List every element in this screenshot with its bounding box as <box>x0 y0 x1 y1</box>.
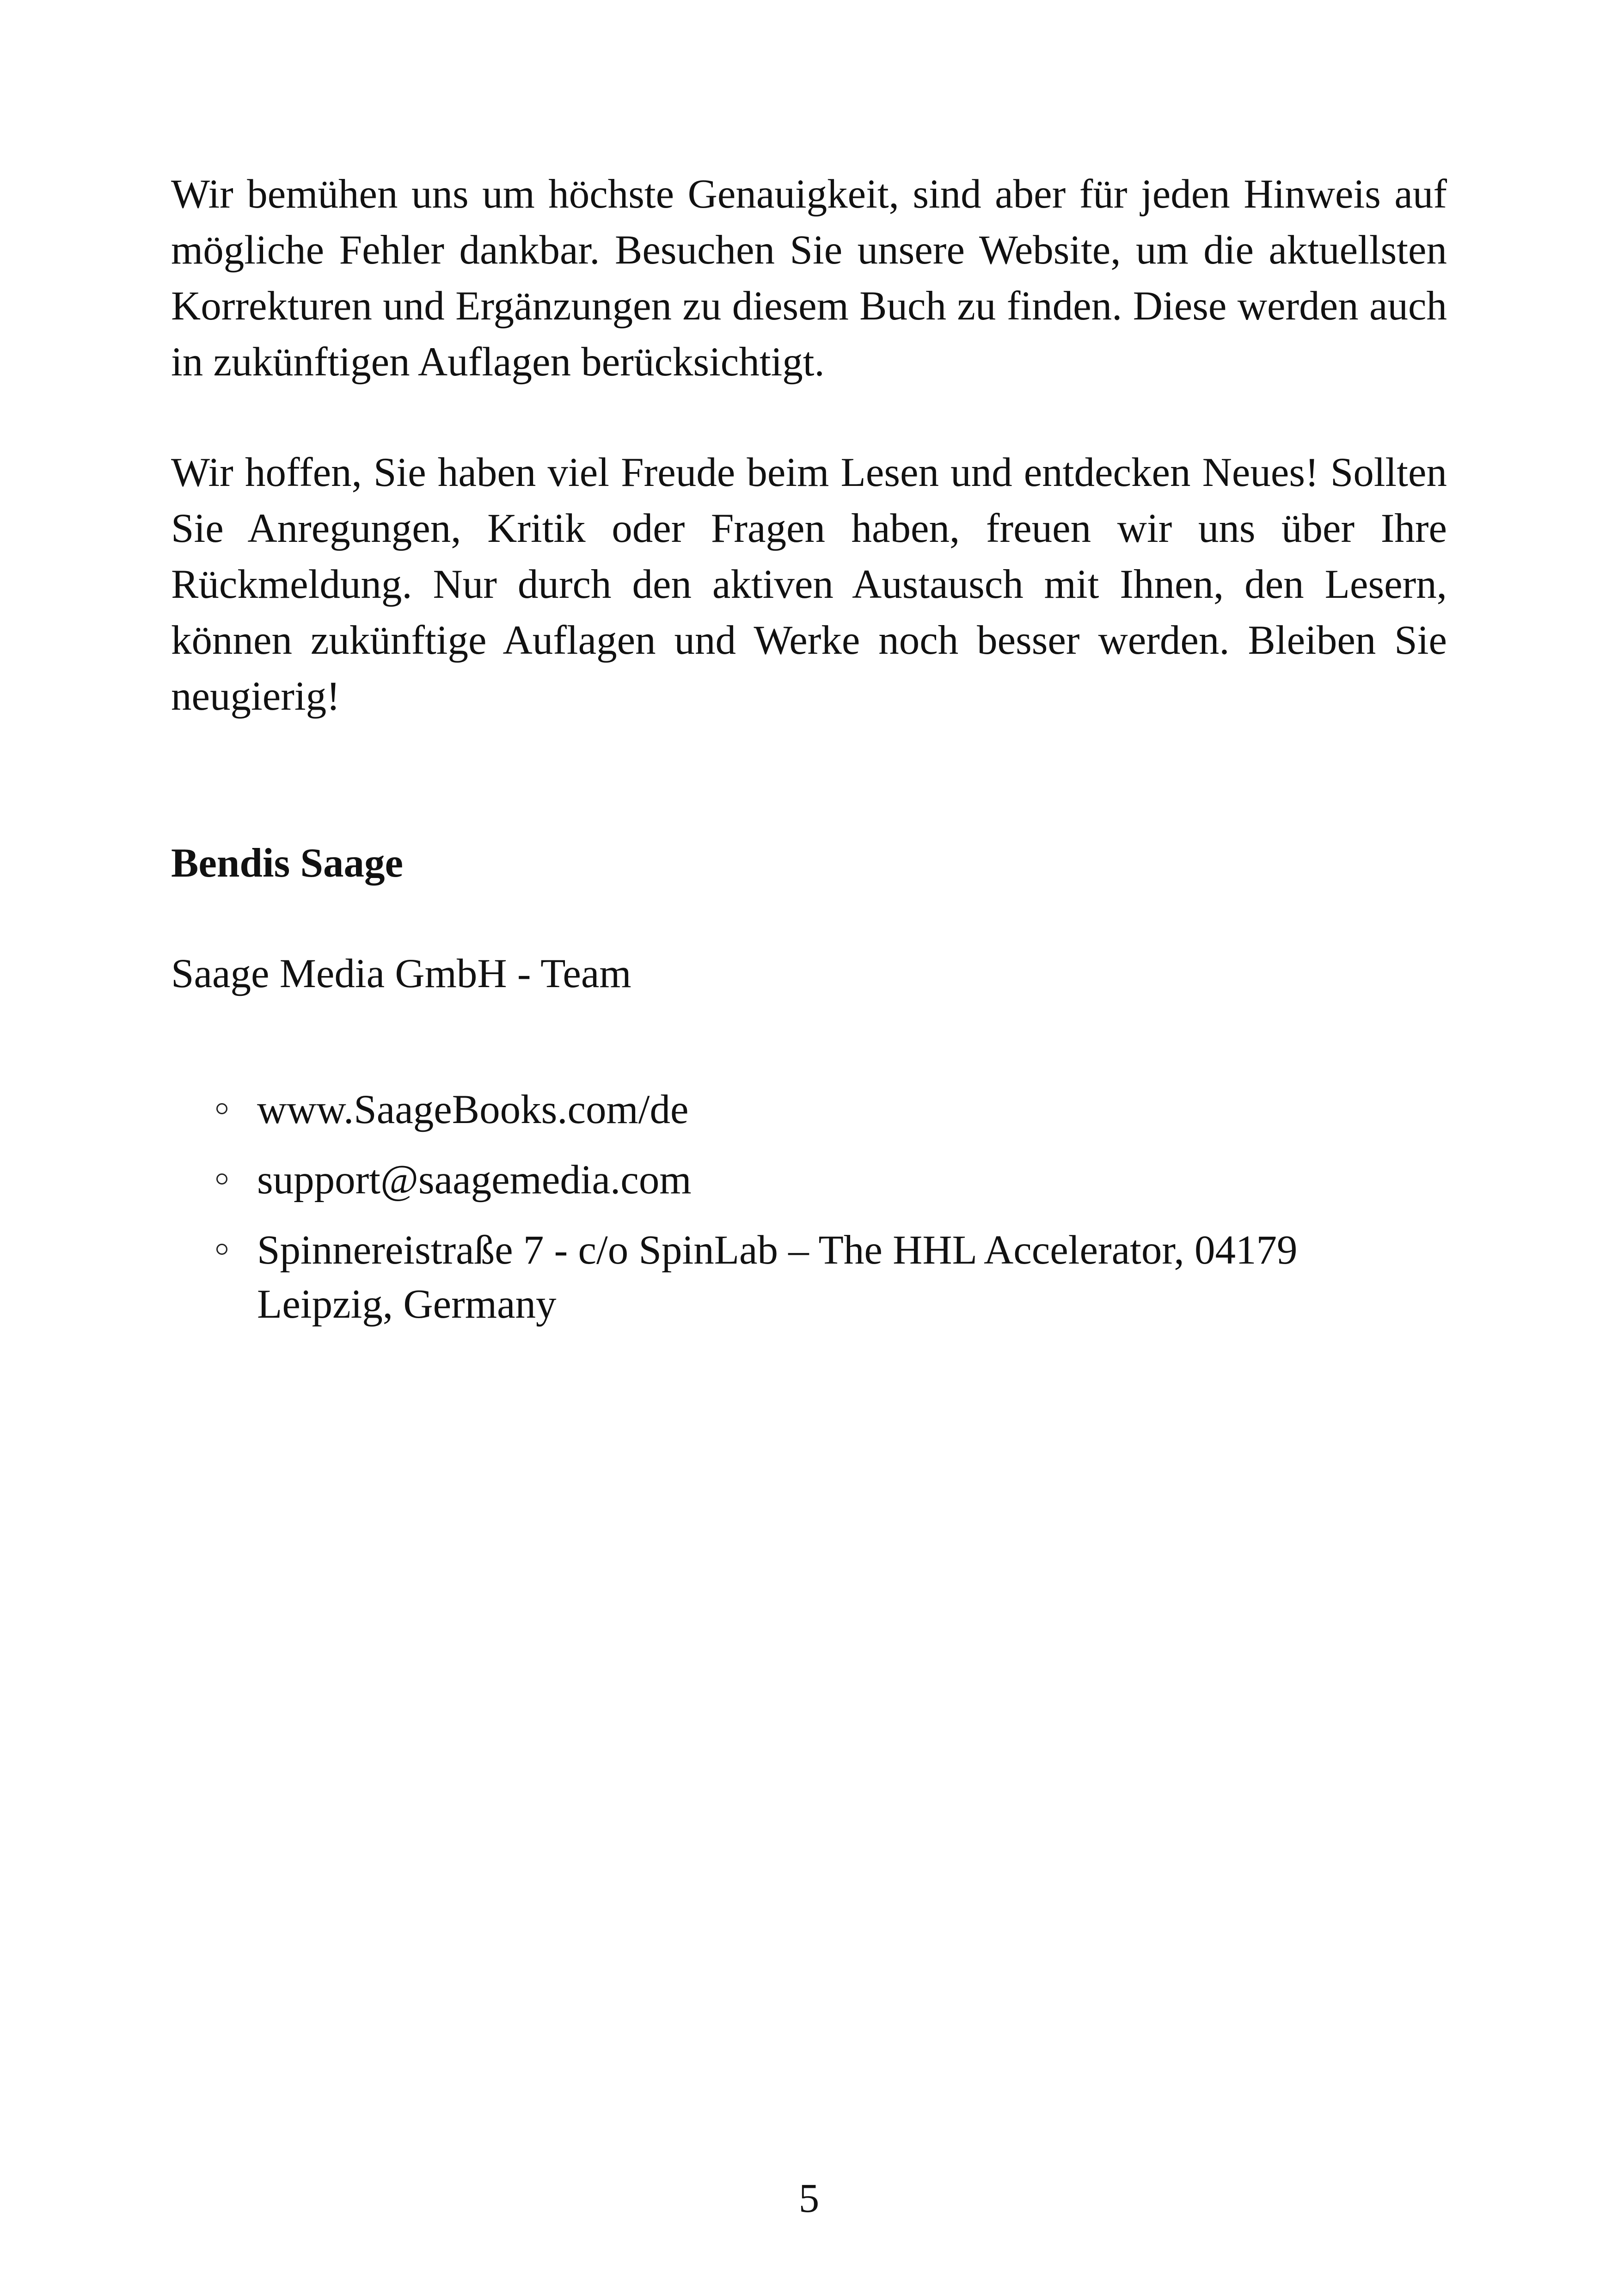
address-text: Spinnereistraße 7 - c/o SpinLab – The HHL Accelerator, 04179 Leipzig, Germany <box>257 1228 1298 1327</box>
circle-bullet-icon <box>216 1173 227 1185</box>
email-link[interactable]: support@saagemedia.com <box>257 1157 692 1203</box>
contact-list <box>171 1083 1447 1332</box>
website-link[interactable]: www.SaageBooks.com/de <box>257 1087 689 1132</box>
page-content <box>171 166 1447 1332</box>
author-name: Bendis Saage <box>171 841 403 886</box>
contact-email <box>171 1153 1382 1207</box>
circle-bullet-icon <box>216 1103 227 1114</box>
page-number: 5 <box>798 2176 820 2221</box>
body-paragraph-2: Wir hoffen, Sie haben viel Freude beim Lesen und entdecken Neues! Sollten Sie Anregungen, Kritik oder Fragen haben, freuen wir uns über Ihre Rückmeldung. Nur durch den aktiven Austausch mit Ihnen, den Lesern, können zukünftige Auflagen und Werke noch besser werden. Bleiben Sie neugierig! <box>171 450 1447 719</box>
team-name: Saage Media GmbH - Team <box>171 951 631 996</box>
contact-address <box>171 1223 1382 1332</box>
contact-website <box>171 1083 1382 1137</box>
body-paragraph-1: Wir bemühen uns um höchste Genauigkeit, sind aber für jeden Hinweis auf mögliche Fehler dankbar. Besuchen Sie unsere Website, um die aktuellsten Korrekturen und Ergänzungen zu diesem Buch zu finden. Diese werden auch in zukünftigen Auflagen berücksichtigt. <box>171 172 1447 385</box>
circle-bullet-icon <box>216 1244 227 1255</box>
